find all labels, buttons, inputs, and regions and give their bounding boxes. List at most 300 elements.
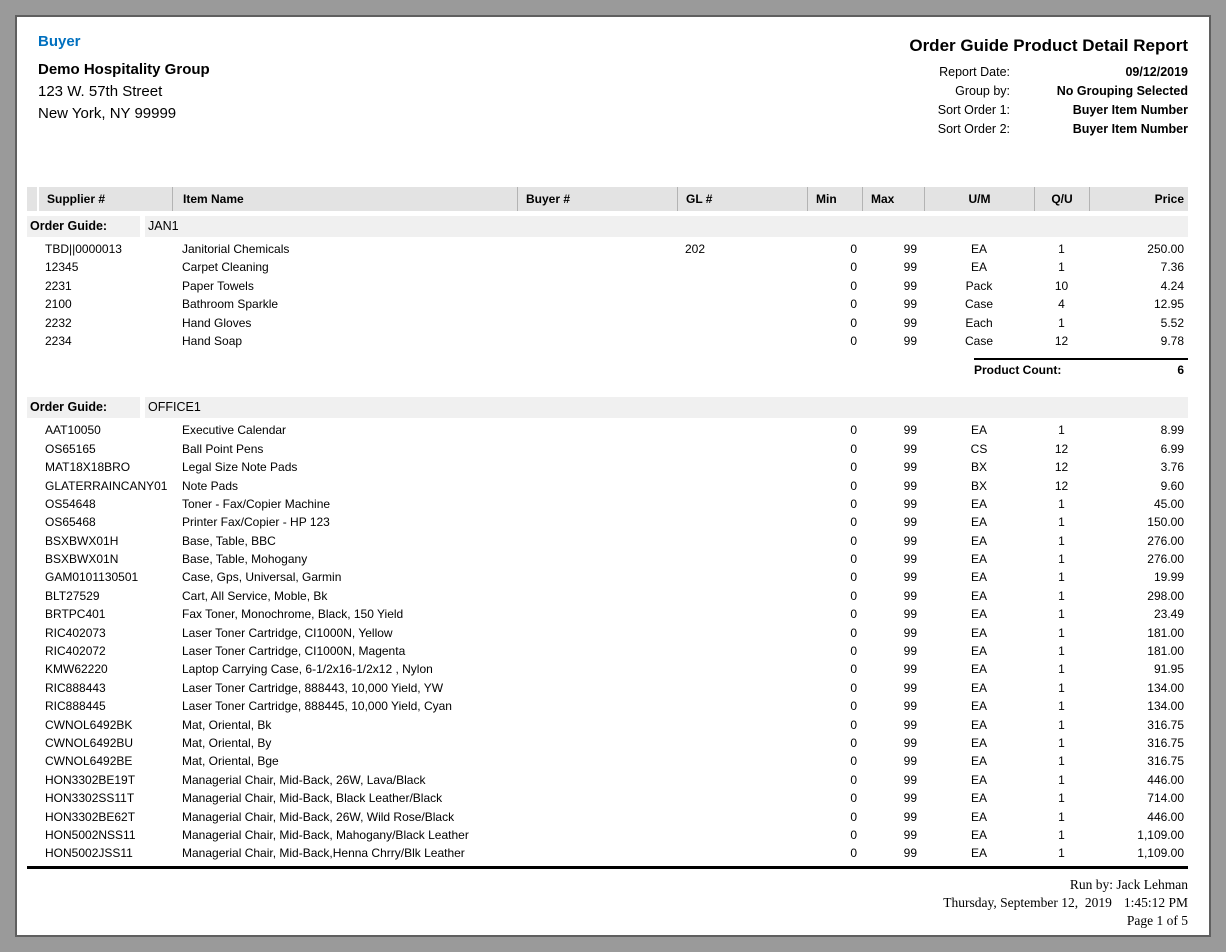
section-header-row — [27, 216, 1188, 237]
cell-supplier: RIC888445 — [45, 699, 106, 714]
cell-buyer — [517, 532, 677, 550]
cell-spacer — [27, 513, 37, 531]
cell-price: 316.75 — [1147, 717, 1184, 732]
section-header-row — [27, 397, 1188, 418]
cell-min: 0 — [850, 423, 857, 438]
cell-gl — [677, 716, 807, 734]
cell-supplier: RIC402073 — [45, 625, 106, 640]
cell-gl — [677, 332, 807, 350]
cell-qu: 4 — [1058, 297, 1065, 312]
cell-spacer — [27, 458, 37, 476]
cell-max: 99 — [903, 515, 917, 530]
cell-spacer — [27, 734, 37, 752]
cell-supplier: BRTPC401 — [45, 607, 106, 622]
table-row — [27, 752, 1188, 770]
cell-max: 99 — [903, 717, 917, 732]
cell-item: Base, Table, BBC — [182, 533, 276, 548]
cell-qu: 1 — [1058, 662, 1065, 677]
cell-item: Printer Fax/Copier - HP 123 — [182, 515, 330, 530]
cell-max: 99 — [903, 644, 917, 659]
order-guide-section — [27, 216, 1188, 377]
cell-buyer — [517, 440, 677, 458]
cell-max: 99 — [903, 735, 917, 750]
order-guide-label: Order Guide: — [27, 216, 140, 237]
cell-um: EA — [970, 496, 987, 511]
product-count — [974, 358, 1188, 377]
table-row — [27, 277, 1188, 295]
cell-min: 0 — [850, 515, 857, 530]
cell-item: Laser Toner Cartridge, 888443, 10,000 Yield, YW — [182, 680, 444, 695]
cell-buyer — [517, 697, 677, 715]
cell-um: EA — [970, 662, 987, 677]
cell-buyer — [517, 605, 677, 623]
cell-um: Case — [964, 333, 993, 348]
table-row — [27, 734, 1188, 752]
cell-max: 99 — [903, 827, 917, 842]
cell-spacer — [27, 568, 37, 586]
cell-gl — [677, 421, 807, 439]
cell-max: 99 — [903, 315, 917, 330]
cell-max: 99 — [903, 570, 917, 585]
cell-spacer — [27, 808, 37, 826]
cell-price: 181.00 — [1147, 625, 1184, 640]
cell-max: 99 — [903, 460, 917, 475]
cell-um: EA — [970, 644, 987, 659]
cell-buyer — [517, 624, 677, 642]
cell-max: 99 — [903, 846, 917, 861]
cell-item: Bathroom Sparkle — [182, 297, 279, 312]
cell-max: 99 — [903, 662, 917, 677]
cell-price: 714.00 — [1147, 791, 1184, 806]
column-header-spacer — [27, 187, 37, 211]
cell-qu: 1 — [1058, 754, 1065, 769]
table-row — [27, 789, 1188, 807]
cell-min: 0 — [850, 552, 857, 567]
column-header-max: Max — [862, 187, 924, 211]
cell-spacer — [27, 844, 37, 862]
company-block — [38, 31, 210, 139]
cell-qu: 1 — [1058, 423, 1065, 438]
cell-price: 134.00 — [1147, 680, 1184, 695]
cell-min: 0 — [850, 699, 857, 714]
cell-spacer — [27, 532, 37, 550]
cell-max: 99 — [903, 260, 917, 275]
company-name: Demo Hospitality Group — [38, 61, 210, 78]
cell-max: 99 — [903, 809, 917, 824]
cell-qu: 12 — [1054, 478, 1069, 493]
cell-price: 19.99 — [1153, 570, 1184, 585]
cell-supplier: KMW62220 — [45, 662, 108, 677]
cell-gl — [677, 477, 807, 495]
cell-um: EA — [970, 772, 987, 787]
meta-label: Sort Order 2: — [937, 122, 1010, 136]
cell-um: EA — [970, 809, 987, 824]
cell-qu: 1 — [1058, 791, 1065, 806]
cell-spacer — [27, 332, 37, 350]
cell-spacer — [27, 660, 37, 678]
company-address-line1: 123 W. 57th Street — [38, 83, 163, 100]
cell-item: Laser Toner Cartridge, 888445, 10,000 Yield, Cyan — [182, 699, 452, 714]
cell-supplier: OS65468 — [45, 515, 96, 530]
cell-price: 23.49 — [1153, 607, 1184, 622]
cell-buyer — [517, 277, 677, 295]
table-row — [27, 550, 1188, 568]
cell-buyer — [517, 587, 677, 605]
cell-price: 298.00 — [1147, 588, 1184, 603]
cell-supplier: 2232 — [45, 315, 72, 330]
cell-price: 6.99 — [1160, 441, 1184, 456]
column-header-um: U/M — [924, 187, 1034, 211]
cell-supplier: 12345 — [45, 260, 79, 275]
cell-spacer — [27, 642, 37, 660]
cell-max: 99 — [903, 754, 917, 769]
cell-min: 0 — [850, 607, 857, 622]
table-row — [27, 295, 1188, 313]
cell-um: EA — [970, 791, 987, 806]
cell-buyer — [517, 550, 677, 568]
report-title: Order Guide Product Detail Report — [909, 36, 1188, 55]
cell-buyer — [517, 513, 677, 531]
cell-item: Laser Toner Cartridge, CI1000N, Magenta — [182, 644, 406, 659]
cell-qu: 1 — [1058, 809, 1065, 824]
cell-item: Legal Size Note Pads — [182, 460, 298, 475]
cell-qu: 1 — [1058, 735, 1065, 750]
report-footer — [27, 876, 1188, 930]
cell-gl — [677, 752, 807, 770]
cell-buyer — [517, 240, 677, 258]
cell-spacer — [27, 716, 37, 734]
cell-item: Managerial Chair, Mid-Back, Black Leather/Black — [182, 791, 443, 806]
cell-um: CS — [970, 441, 988, 456]
cell-max: 99 — [903, 278, 917, 293]
order-guide-name: JAN1 — [145, 216, 1188, 237]
cell-buyer — [517, 495, 677, 513]
cell-supplier: BSXBWX01H — [45, 533, 119, 548]
cell-gl — [677, 624, 807, 642]
table-row — [27, 440, 1188, 458]
meta-row-sort-order-2 — [858, 120, 1188, 139]
cell-spacer — [27, 295, 37, 313]
table-row — [27, 844, 1188, 862]
column-header-item-name: Item Name — [172, 187, 517, 211]
cell-supplier: CWNOL6492BE — [45, 754, 133, 769]
product-count-row — [27, 358, 1188, 377]
cell-um: BX — [970, 460, 987, 475]
product-count-label: Product Count: — [974, 363, 1062, 378]
footer-page-number: Page 1 of 5 — [1126, 912, 1188, 928]
cell-qu: 1 — [1058, 533, 1065, 548]
cell-price: 9.78 — [1160, 333, 1184, 348]
cell-um: EA — [970, 827, 987, 842]
cell-item: Case, Gps, Universal, Garmin — [182, 570, 342, 585]
cell-gl — [677, 808, 807, 826]
cell-gl — [677, 258, 807, 276]
cell-gl — [677, 513, 807, 531]
table-row — [27, 808, 1188, 826]
cell-min: 0 — [850, 533, 857, 548]
cell-price: 91.95 — [1153, 662, 1184, 677]
footer-run-by: Run by: Jack Lehman — [1069, 876, 1188, 892]
column-header-qu: Q/U — [1034, 187, 1089, 211]
cell-supplier: HON5002JSS11 — [45, 846, 133, 861]
cell-min: 0 — [850, 260, 857, 275]
cell-min: 0 — [850, 644, 857, 659]
cell-max: 99 — [903, 680, 917, 695]
cell-gl — [677, 550, 807, 568]
cell-min: 0 — [850, 460, 857, 475]
order-guide-section — [27, 397, 1188, 862]
cell-spacer — [27, 314, 37, 332]
cell-um: BX — [970, 478, 987, 493]
cell-gl — [677, 771, 807, 789]
cell-gl — [677, 314, 807, 332]
cell-price: 1,109.00 — [1137, 827, 1184, 842]
cell-buyer — [517, 771, 677, 789]
cell-buyer — [517, 642, 677, 660]
cell-gl — [677, 295, 807, 313]
cell-buyer — [517, 332, 677, 350]
cell-um: EA — [970, 552, 987, 567]
cell-item: Note Pads — [182, 478, 239, 493]
cell-qu: 1 — [1058, 717, 1065, 732]
cell-min: 0 — [850, 588, 857, 603]
cell-um: EA — [970, 754, 987, 769]
cell-supplier: AAT10050 — [45, 423, 101, 438]
cell-supplier: GLATERRAINCANY01 — [45, 478, 168, 493]
cell-spacer — [27, 277, 37, 295]
cell-buyer — [517, 808, 677, 826]
cell-gl — [677, 495, 807, 513]
cell-spacer — [27, 789, 37, 807]
cell-item: Janitorial Chemicals — [182, 242, 290, 256]
cell-um: Each — [965, 315, 993, 330]
cell-item: Mat, Oriental, Bk — [182, 717, 272, 732]
cell-supplier: 2234 — [45, 333, 72, 348]
cell-min: 0 — [850, 478, 857, 493]
cell-um: EA — [970, 588, 987, 603]
table-row — [27, 532, 1188, 550]
cell-min: 0 — [850, 333, 857, 348]
cell-buyer — [517, 826, 677, 844]
cell-gl — [677, 826, 807, 844]
cell-gl — [677, 605, 807, 623]
cell-gl — [677, 568, 807, 586]
cell-min: 0 — [850, 791, 857, 806]
cell-gl — [677, 844, 807, 862]
cell-um: EA — [970, 570, 987, 585]
cell-spacer — [27, 477, 37, 495]
cell-um: EA — [970, 680, 987, 695]
table-bottom-rule — [27, 866, 1188, 869]
cell-supplier: RIC402072 — [45, 644, 106, 659]
cell-qu: 1 — [1058, 496, 1065, 511]
cell-qu: 12 — [1054, 460, 1069, 475]
cell-qu: 12 — [1054, 333, 1069, 348]
table-header — [27, 187, 1188, 211]
cell-max: 99 — [903, 772, 917, 787]
cell-qu: 1 — [1058, 644, 1065, 659]
cell-gl — [677, 697, 807, 715]
cell-price: 3.76 — [1160, 460, 1184, 475]
cell-qu: 1 — [1058, 772, 1065, 787]
cell-max: 99 — [903, 625, 917, 640]
cell-price: 316.75 — [1147, 754, 1184, 769]
cell-supplier: HON5002NSS11 — [45, 827, 136, 842]
cell-max: 99 — [903, 242, 917, 256]
cell-item: Managerial Chair, Mid-Back, Mahogany/Black Leather — [182, 827, 469, 842]
cell-qu: 1 — [1058, 260, 1065, 275]
cell-max: 99 — [903, 533, 917, 548]
cell-spacer — [27, 550, 37, 568]
cell-supplier: CWNOL6492BK — [45, 717, 133, 732]
table-row — [27, 660, 1188, 678]
table-row — [27, 458, 1188, 476]
cell-um: Pack — [965, 278, 993, 293]
footer-time: 1:45:12 PM — [1123, 894, 1188, 910]
cell-max: 99 — [903, 552, 917, 567]
cell-max: 99 — [903, 791, 917, 806]
cell-spacer — [27, 240, 37, 258]
cell-supplier: RIC888443 — [45, 680, 106, 695]
cell-spacer — [27, 421, 37, 439]
cell-supplier: HON3302SS11T — [45, 791, 135, 806]
cell-spacer — [27, 587, 37, 605]
cell-qu: 1 — [1058, 588, 1065, 603]
table-body — [27, 216, 1188, 863]
cell-qu: 1 — [1058, 242, 1065, 256]
table-row — [27, 495, 1188, 513]
cell-buyer — [517, 660, 677, 678]
cell-min: 0 — [850, 297, 857, 312]
table-row — [27, 332, 1188, 350]
cell-buyer — [517, 844, 677, 862]
cell-buyer — [517, 679, 677, 697]
cell-qu: 1 — [1058, 515, 1065, 530]
cell-buyer — [517, 458, 677, 476]
cell-um: EA — [970, 533, 987, 548]
cell-um: EA — [970, 607, 987, 622]
cell-min: 0 — [850, 717, 857, 732]
cell-max: 99 — [903, 588, 917, 603]
cell-buyer — [517, 477, 677, 495]
cell-min: 0 — [850, 754, 857, 769]
cell-max: 99 — [903, 699, 917, 714]
report-table — [27, 187, 1188, 869]
table-row — [27, 240, 1188, 258]
cell-um: EA — [970, 260, 987, 275]
cell-min: 0 — [850, 242, 857, 256]
cell-price: 9.60 — [1160, 478, 1184, 493]
cell-item: Mat, Oriental, By — [182, 735, 272, 750]
cell-spacer — [27, 440, 37, 458]
cell-item: Base, Table, Mohogany — [182, 552, 308, 567]
cell-um: EA — [970, 242, 987, 256]
cell-supplier: OS54648 — [45, 496, 96, 511]
column-header-buyer: Buyer # — [517, 187, 677, 211]
table-row — [27, 605, 1188, 623]
cell-item: Toner - Fax/Copier Machine — [182, 496, 331, 511]
cell-item: Ball Point Pens — [182, 441, 264, 456]
cell-min: 0 — [850, 315, 857, 330]
footer-datetime — [27, 894, 1188, 912]
cell-um: EA — [970, 625, 987, 640]
cell-spacer — [27, 679, 37, 697]
cell-item: Carpet Cleaning — [182, 260, 269, 275]
cell-item: Executive Calendar — [182, 423, 287, 438]
cell-price: 181.00 — [1147, 644, 1184, 659]
cell-gl — [677, 679, 807, 697]
cell-min: 0 — [850, 846, 857, 861]
cell-buyer — [517, 716, 677, 734]
table-row — [27, 568, 1188, 586]
cell-min: 0 — [850, 570, 857, 585]
cell-price: 150.00 — [1147, 515, 1184, 530]
table-row — [27, 642, 1188, 660]
column-header-gl: GL # — [677, 187, 807, 211]
cell-max: 99 — [903, 297, 917, 312]
report-page — [15, 15, 1211, 937]
cell-buyer — [517, 295, 677, 313]
cell-um: EA — [970, 515, 987, 530]
cell-gl — [677, 789, 807, 807]
cell-item: Hand Gloves — [182, 315, 252, 330]
cell-item: Managerial Chair, Mid-Back, 26W, Wild Rose/Black — [182, 809, 455, 824]
cell-item: Cart, All Service, Moble, Bk — [182, 588, 328, 603]
cell-min: 0 — [850, 827, 857, 842]
cell-item: Managerial Chair, Mid-Back, 26W, Lava/Black — [182, 772, 426, 787]
cell-max: 99 — [903, 333, 917, 348]
cell-qu: 1 — [1058, 607, 1065, 622]
cell-supplier: CWNOL6492BU — [45, 735, 134, 750]
cell-min: 0 — [850, 809, 857, 824]
cell-qu: 1 — [1058, 699, 1065, 714]
cell-qu: 1 — [1058, 846, 1065, 861]
cell-spacer — [27, 752, 37, 770]
cell-gl — [677, 660, 807, 678]
cell-price: 4.24 — [1160, 278, 1184, 293]
cell-min: 0 — [850, 441, 857, 456]
cell-gl — [677, 458, 807, 476]
cell-buyer — [517, 568, 677, 586]
cell-supplier: 2231 — [45, 278, 72, 293]
meta-row-group-by — [858, 82, 1188, 101]
cell-gl — [677, 277, 807, 295]
cell-item: Laptop Carrying Case, 6-1/2x16-1/2x12 , Nylon — [182, 662, 433, 677]
cell-um: Case — [964, 297, 993, 312]
meta-value: Buyer Item Number — [1072, 122, 1188, 136]
cell-min: 0 — [850, 680, 857, 695]
buyer-link[interactable]: Buyer — [38, 33, 81, 50]
cell-price: 7.36 — [1160, 260, 1184, 275]
cell-buyer — [517, 421, 677, 439]
cell-price: 5.52 — [1160, 315, 1184, 330]
cell-buyer — [517, 752, 677, 770]
cell-price: 8.99 — [1160, 423, 1184, 438]
cell-gl — [677, 642, 807, 660]
meta-row-report-date — [858, 63, 1188, 82]
cell-price: 446.00 — [1147, 809, 1184, 824]
meta-row-sort-order-1 — [858, 101, 1188, 120]
cell-spacer — [27, 697, 37, 715]
column-header-price: Price — [1089, 187, 1188, 211]
cell-um: EA — [970, 423, 987, 438]
cell-gl — [677, 440, 807, 458]
cell-min: 0 — [850, 662, 857, 677]
table-row — [27, 624, 1188, 642]
cell-qu: 12 — [1054, 441, 1069, 456]
cell-um: EA — [970, 699, 987, 714]
table-row — [27, 258, 1188, 276]
